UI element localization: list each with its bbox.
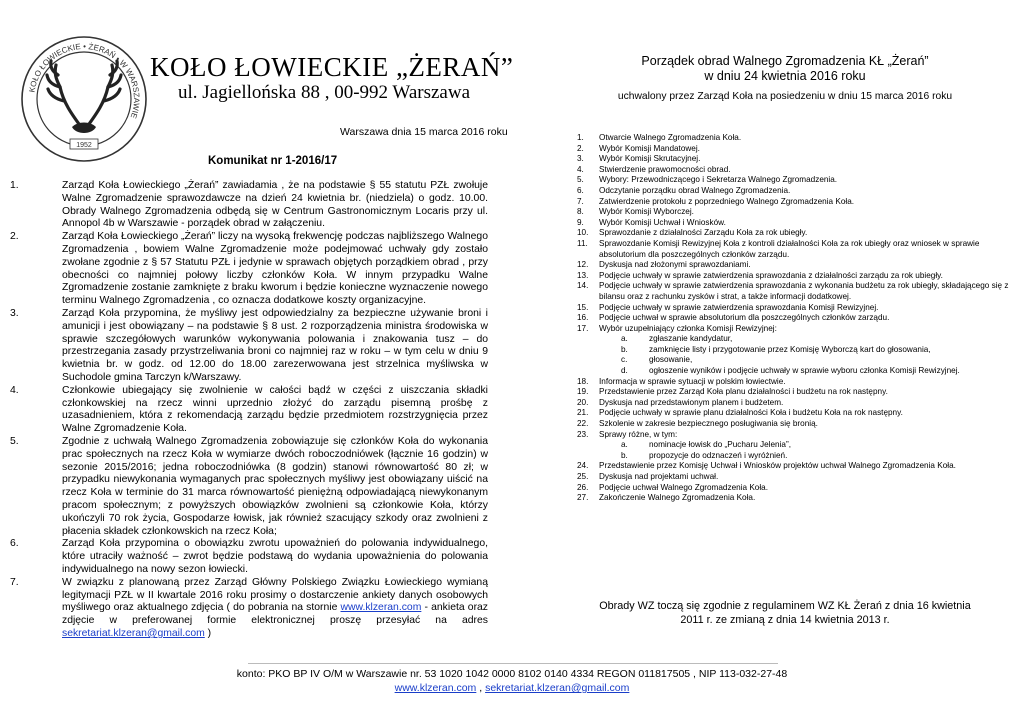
deer-antlers-icon xyxy=(47,61,121,131)
agenda-subitem: b. propozycje do odznaczeń i wyróżnień. xyxy=(621,450,788,460)
agenda-item: 21. Podjęcie uchwały w sprawie planu działalności Koła i budżetu Koła na rok następny. xyxy=(577,408,903,418)
agenda-item: 26. Podjęcie uchwał Walnego Zgromadzenia Koła. xyxy=(577,482,768,492)
list-item: 6. Zarząd Koła przypomina o obowiązku zwrotu upoważnień do polowania indywidualnego, które utraciły ważność – zwrot będzie podstawą do wydania upoważnienia do polowania indywidualnego na nowy sezon łowiecki. xyxy=(10,538,488,575)
agenda-item: 2. Wybór Komisji Mandatowej. xyxy=(577,143,700,153)
org-name: KOŁO ŁOWIECKIE „ŻERAŃ” xyxy=(150,52,514,82)
agenda-item: 5. Wybory: Przewodniczącego i Sekretarza Walnego Zgromadzenia. xyxy=(577,175,838,185)
agenda-item: 15. Podjęcie uchwały w sprawie zatwierdzenia sprawozdania Komisji Rewizyjnej. xyxy=(577,302,879,312)
agenda-item: 10. Sprawozdanie z działalności Zarządu Koła za rok ubiegły. xyxy=(577,228,808,238)
agenda-item: 23. Sprawy różne, w tym: xyxy=(577,429,678,439)
agenda-item: 14. Podjęcie uchwały w sprawie zatwierdzenia sprawozdania z wykonania budżetu za rok ubiegły, składającego się z bilansu oraz z rachunku zysków i strat, a także informacji dodatkowej. xyxy=(577,281,1009,301)
logo-ring-text: KOŁO ŁOWIECKIE • ŻERAŃ • W WARSZAWIE xyxy=(27,41,142,120)
agenda-item: 12. Dyskusja nad złożonymi sprawozdaniami. xyxy=(577,260,751,270)
agenda-item: 16. Podjęcie uchwał w sprawie absolutorium dla poszczególnych członków zarządu. xyxy=(577,313,890,323)
org-address: ul. Jagiellońska 88 , 00-992 Warszawa xyxy=(178,82,471,103)
agenda-item: 3. Wybór Komisji Skrutacyjnej. xyxy=(577,154,701,164)
agenda-item: 17. Wybór uzupełniający członka Komisji Rewizyjnej: xyxy=(577,323,777,333)
agenda-item: 27. Zakończenie Walnego Zgromadzenia Koła. xyxy=(577,493,756,503)
agenda-item: 13. Podjęcie uchwały w sprawie zatwierdzenia sprawozdania z działalności zarządu za rok ubiegły. xyxy=(577,270,943,280)
list-item: 3. Zarząd Koła przypomina, że myśliwy jest odpowiedzialny za bezpieczne używanie broni i amunicji i jest obowiązany – na podstawie § 8 ust. 2 rozporządzenia ministra środowiska w sprawie szczegółowych warunków wykonywania polowania i znakowania tusz – do przestrzegania zasady przystrzeliwania broni co najmniej raz w roku – w tym celu w dniu 9 kwietnia br. w godz. od 12.00 do 18.00 zarezerwowana jest strzelnica myśliwska w Suchodole gmina Tarczyn k/Warszawy. xyxy=(10,307,488,383)
email-link[interactable]: sekretariat.klzeran@gmail.com xyxy=(62,627,205,639)
list-item: 7. W związku z planowaną przez Zarząd Główny Polskiego Związku Łowieckiego wymianą legitymacji PZŁ w II kwartale 2016 roku prosimy o dostarczenie ankiety danych osobowych myśliwego oraz aktualnego zdjęcia ( do pobrania na stornie www.klzeran.com - ankieta oraz zdjęcie w preferowanej formie elektronicznej proszę przesyłać na adres sekretariat.klzeran@gmail.com ) xyxy=(10,576,489,639)
agenda-subitem: a. nominacje łowisk do „Pucharu Jelenia”, xyxy=(621,440,791,450)
agenda-item: 18. Informacja w sprawie sytuacji w polskim łowiectwie. xyxy=(577,376,786,386)
agenda-item: 19. Przedstawienie przez Zarząd Koła planu działalności i budżetu na rok następny. xyxy=(577,387,888,397)
agenda-item: 8. Wybór Komisji Wyborczej. xyxy=(577,207,694,217)
club-logo-seal xyxy=(20,35,148,163)
agenda-item: 24. Przedstawienie przez Komisję Uchwał i Wniosków projektów uchwał Walnego Zgromadzenia Koła. xyxy=(577,461,956,471)
agenda-item: 20. Dyskusja nad przedstawionym planem i budżetem. xyxy=(577,397,784,407)
agenda-item: 9. Wybór Komisji Uchwał i Wniosków. xyxy=(577,217,726,227)
agenda-subitem: d. ogłoszenie wyników i podjęcie uchwały w sprawie wyboru członka Komisji Rewizyjnej. xyxy=(621,366,960,376)
footer-email-link[interactable]: sekretariat.klzeran@gmail.com xyxy=(485,682,630,694)
agenda-item: 6. Odczytanie porządku obrad Walnego Zgromadzenia. xyxy=(577,185,791,195)
agenda-subitem: b. zamknięcie listy i przygotowanie przez Komisję Wyborczą kart do głosowania, xyxy=(621,344,931,354)
logo-year: 1952 xyxy=(76,142,92,149)
website-link[interactable]: www.klzeran.com xyxy=(340,602,422,614)
agenda-list xyxy=(577,133,1017,504)
agenda-subitem: c. głosowanie, xyxy=(621,355,693,365)
list-item: 1. Zarząd Koła Łowieckiego „Żerań” zawiadamia , że na podstawie § 55 statutu PZŁ zwołuje Walne Zgromadzenie sprawozdawcze na dzień 24 kwietnia br. (niedziela) o godz. 10.00. Obrady Walnego Zgromadzenia odbędą się w Centrum Gastronomicznym Locaris przy ul. Annopol 4b w Warszawie - porządek obrad w załączeniu. xyxy=(10,180,488,230)
footer-account: konto: PKO BP IV O/M w Warszawie nr. 53 1020 1042 0000 8102 0140 4334 REGON 011817505 , NIP 113-032-27-48 xyxy=(236,668,788,680)
list-item: 5. Zgodnie z uchwałą Walnego Zgromadzenia zobowiązuje się członków Koła do wykonania prac społecznych na rzecz Koła w wymiarze dwóch roboczodniówek (łącznie 16 godzin) w sezonie 2015/2016; jedna roboczodniówka (8 godzin) stanowi równowartość 80 zł; w przypadku niewykonania wymaganych prac społecznych myśliwy jest obowiązany uiścić na rzecz Koła w terminie do 31 marca równowartość pieniężną odpowiadającą niewykonanym pracom społecznym; z powyższych obowiązków zwolnieni są członkowie Koła, którzy ukończyli 70 rok życia, Gospodarze łowisk, jak również szacujący szkody oraz zwolnieni z płacenia składek członkowskich na rzecz Koła; xyxy=(10,435,488,537)
agenda-note-line2: 2011 r. ze zmianą z dnia 14 kwietnia 2013 r. xyxy=(680,614,890,626)
agenda-item: 7. Zatwierdzenie protokołu z poprzedniego Walnego Zgromadzenia Koła. xyxy=(577,196,855,206)
agenda-date: w dniu 24 kwietnia 2016 roku xyxy=(704,69,866,83)
agenda-approval: uchwalony przez Zarząd Koła na posiedzeniu w dniu 15 marca 2016 roku xyxy=(617,91,953,102)
footer-website-link[interactable]: www.klzeran.com xyxy=(394,682,477,694)
agenda-item: 22. Szkolenie w zakresie bezpiecznego posługiwania się bronią. xyxy=(577,419,818,429)
komunikat-list xyxy=(10,180,488,641)
agenda-note-line1: Obrady WZ toczą się zgodnie z regulaminem WZ KŁ Żerań z dnia 16 kwietnia xyxy=(599,600,971,612)
agenda-title: Porządek obrad Walnego Zgromadzenia KŁ „Żerań” xyxy=(641,54,929,68)
agenda-item: 1. Otwarcie Walnego Zgromadzenia Koła. xyxy=(577,133,742,142)
agenda-subitem: a. zgłaszanie kandydatur, xyxy=(621,334,733,344)
footer-links: www.klzeran.com , sekretariat.klzeran@gmail.com xyxy=(394,682,630,694)
komunikat-title: Komunikat nr 1-2016/17 xyxy=(208,155,338,167)
footer-divider xyxy=(248,663,778,664)
agenda-item: 11. Sprawozdanie Komisji Rewizyjnej Koła z kontroli działalności Koła za rok ubiegły oraz wniosek w sprawie absolutorium dla poszczególnych członków zarządu. xyxy=(577,238,980,259)
agenda-item: 4. Stwierdzenie prawomocności obrad. xyxy=(577,164,731,174)
agenda-item: 25. Dyskusja nad projektami uchwał. xyxy=(577,472,719,481)
skull-shape xyxy=(72,123,96,134)
place-date: Warszawa dnia 15 marca 2016 roku xyxy=(340,126,508,138)
list-item: 2. Zarząd Koła Łowieckiego „Żerań” liczy na wysoką frekwencję podczas najbliższego Walnego Zgromadzenia , bowiem Walne Zgromadzenie może podejmować uchwały gdy zostało zwołane zgodnie z § 57 Statutu PZŁ i jedynie w sprawach objętych porządkiem obrad , przy obecności co najmniej połowy liczby członków Koła. W innym przypadku Walne Zgromadzenie zostanie zamknięte z braku kworum i będzie konieczne wyznaczenie nowego terminu Walnego Zgromadzenia , co oznacza dodatkowe koszty organizacyjne. xyxy=(10,231,488,307)
list-item: 4. Członkowie ubiegający się zwolnienie w całości bądź w części z uiszczania składki członkowskiej na rzecz winni uprzednio złożyć do zarządu pisemną prośbę z uzasadnieniem, która z rekomendacją zarządu będzie przedmiotem rozstrzygnięcia przez Walne Zgromadzenie Koła. xyxy=(10,384,488,435)
